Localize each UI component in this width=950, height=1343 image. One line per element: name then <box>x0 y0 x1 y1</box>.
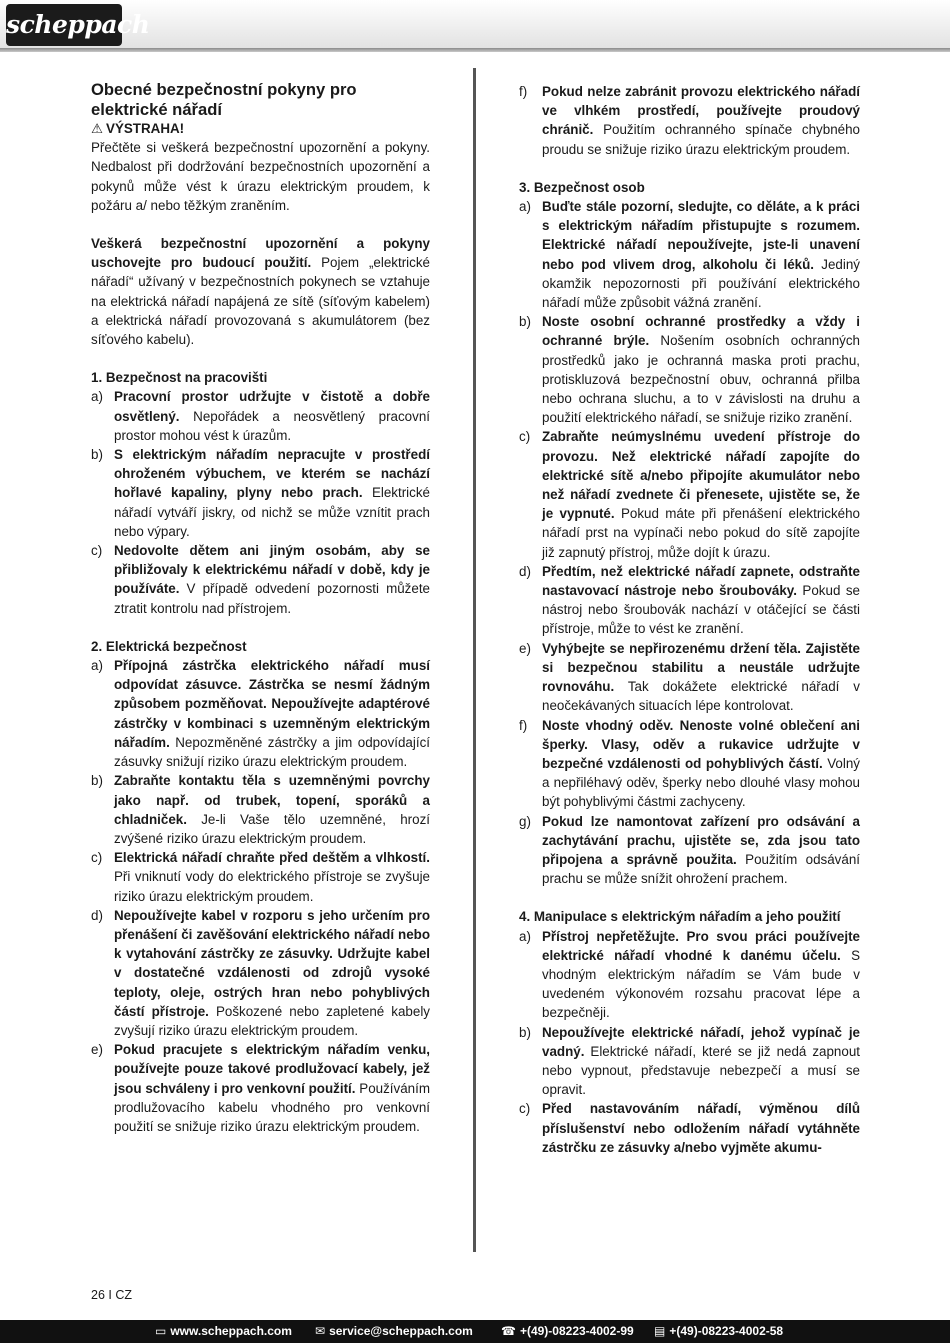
footer-phone-text: +(49)-08223-4002-99 <box>519 1324 634 1338</box>
list-item <box>91 906 430 1040</box>
item-text: Volný a nepřiléhavý oděv, šperky nebo dlouhé vlasy mohou být pohyblivými částmi zachyceny. <box>542 755 860 810</box>
item-marker: f) <box>519 717 528 733</box>
item-text: Poškozené nebo zapletené kabely zvyšují riziko úrazu elektrickým proudem. <box>114 1003 430 1038</box>
item-text: Elektrické nářadí vytváří jiskry, od nichž se může vznítit prach nebo výpary. <box>114 485 430 539</box>
item-marker: c) <box>91 850 103 866</box>
item-marker: d) <box>519 563 531 579</box>
item-marker: a) <box>91 389 103 405</box>
list-item <box>519 562 860 639</box>
list-item <box>91 656 430 771</box>
item-text: Použitím ochranného spínače chybného proudu se snižuje riziko úrazu elektrickým proudem. <box>542 122 860 157</box>
list-item <box>91 771 430 848</box>
item-bold-text: Buďte stále pozorní, sledujte, co děláte, a k práci s elektrickým nářadím přistupujte s rozumem. Elektrické nářadí nepoužívejte, jste-li unavení nebo pod vlivem drog, alkoholu či léků. <box>542 199 860 272</box>
section-list <box>519 927 860 1157</box>
item-marker: f) <box>519 84 528 99</box>
item-marker: d) <box>91 907 103 923</box>
column-divider <box>473 68 476 1252</box>
item-marker: a) <box>519 199 531 215</box>
item-marker: c) <box>91 543 103 559</box>
item-marker: e) <box>519 640 531 656</box>
section-list <box>91 656 430 1136</box>
list-item <box>91 1040 430 1136</box>
footer-web <box>155 1320 292 1343</box>
item-bold-text: Noste osobní ochranné prostředky a vždy i ochranné brýle. <box>542 314 860 349</box>
item-bold-text: Nepoužívejte kabel v rozporu s jeho určením pro přenášení či zavěšování elektrického nářadí nebo k vytahování zástrčky ze zásuvky. Udržujte kabel v dostatečné vzdálenosti od zdrojů vysoké teploty, oleje, ostrých hran nebo pohyblivých částí přístroje. <box>114 907 430 1019</box>
item-marker: e) <box>91 1042 103 1058</box>
list-item <box>519 1099 860 1157</box>
item-bold-text: Pokud lze namontovat zařízení pro odsávání a zachytávání prachu, ujistěte se, zda jsou tato připojena a správně použita. <box>542 813 860 867</box>
item-text: S vhodným elektrickým nářadím se Vám bude v uvedeném výkonovém rozsahu pracovat lépe a bezpečněji. <box>542 947 860 1021</box>
keep-instructions <box>91 234 430 349</box>
list-item <box>91 848 430 906</box>
fax-icon: ▤ <box>654 1324 666 1338</box>
item-text: Nošením osobních ochranných prostředků jako je ochranná maska proti prachu, protiskluzová bezpečnostní obuv, ochranná přilba nebo ochrana sluchu, a to v závislosti na druhu a použití elektrického nářadí, se snižuje riziko zranění. <box>542 333 861 426</box>
item-text: V případě odvedení pozornosti můžete ztratit kontrolu nad přístrojem. <box>114 581 430 616</box>
section-list <box>91 387 430 617</box>
section-list <box>519 197 860 888</box>
item-bold-text: Přístroj nepřetěžujte. Pro svou práci používejte elektrické nářadí vhodné k danému účelu. <box>542 928 860 963</box>
list-item <box>519 927 860 1023</box>
footer-fax <box>654 1320 783 1343</box>
section-title: 4. Manipulace s elektrickým nářadím a jeho použití <box>519 909 841 925</box>
item-text: Při vniknutí vody do elektrického přístroje se zvyšuje riziko úrazu elektrickým proudem. <box>114 869 430 904</box>
item-bold-text: Vyhýbejte se nepřirozenému držení těla. Zajistěte si bezpečnou stabilitu a neustále udržujte rovnováhu. <box>542 640 860 695</box>
warning-triangle-icon: ⚠ <box>91 121 104 136</box>
item-text: Elektrické nářadí, které se již nedá zapnout nebo vypnout, představuje nebezpečí a musí se opravit. <box>542 1043 860 1098</box>
warning-label: VÝSTRAHA! <box>106 121 185 136</box>
section-title: 2. Elektrická bezpečnost <box>91 638 247 654</box>
item-bold-text: Přípojná zástrčka elektrického nářadí musí odpovídat zásuvce. Zástrčka se nesmí žádným způsobem pozměňovat. Nepoužívejte adaptérové zástrčky v kombinaci s uzemněným elektrickým nářadím. <box>114 658 430 750</box>
list-item <box>519 812 860 889</box>
page-number: 26 I CZ <box>91 1288 132 1302</box>
section-title: 1. Bezpečnost na pracovišti <box>91 370 268 386</box>
footer-phone <box>501 1320 634 1343</box>
warning-text: Přečtěte si veškerá bezpečnostní upozornění a pokyny. Nedbalost při dodržování bezpečnostních upozornění a pokynů může vést k úrazu elektrickým proudem, k požáru a/ nebo těžkým zraněním. <box>91 140 430 213</box>
list-item <box>91 445 430 541</box>
header-divider <box>0 48 950 52</box>
item-marker: b) <box>519 314 531 330</box>
item-text: Jediný okamžik nepozornosti při používání elektrického nářadí může způsobit vážná zranění. <box>542 256 860 311</box>
list-item <box>519 1023 860 1100</box>
item-text: Nepozměněné zástrčky a jim odpovídající zásuvky snižují riziko úrazu elektrickým proudem. <box>114 734 430 770</box>
item-bold-text: Zabraňte neúmyslnému uvedení přístroje do provozu. Než elektrické nářadí zapojíte do elektrické sítě a/nebo připojíte akumulátor nebo než nářadí zvednete či přenesete, ujistěte se, že je vypnuté. <box>542 429 860 522</box>
item-bold-text: S elektrickým nářadím nepracujte v prostředí ohroženém výbuchem, ve kterém se nachází hořlavé kapaliny, plyny nebo prach. <box>114 447 430 501</box>
item-text: Použitím odsávání prachu se může snížit ohrožení prachem. <box>542 851 860 887</box>
list-item <box>519 639 860 716</box>
item-bold-text: Nedovolte dětem ani jiným osobám, aby se přibližovaly k elektrickému nářadí v době, kdy je používáte. <box>114 543 430 597</box>
footer-contact-bar <box>0 1320 950 1343</box>
list-item <box>519 82 860 159</box>
section-title: 3. Bezpečnost osob <box>519 179 645 195</box>
item-bold-text: Pokud nelze zabránit provozu elektrického nářadí ve vlhkém prostředí, používejte proudový chránič. <box>542 84 860 138</box>
warning-heading <box>91 119 430 138</box>
telephone-icon: ☎ <box>501 1324 516 1338</box>
footer-fax-text: +(49)-08223-4002-58 <box>669 1324 784 1338</box>
scheppach-logo: scheppach <box>6 4 122 46</box>
left-column <box>91 80 430 1136</box>
footer-email <box>315 1320 473 1343</box>
item-marker: c) <box>519 429 531 445</box>
keep-instructions-bold: Veškerá bezpečnostní upozornění a pokyny uschovejte pro budoucí použití. <box>91 236 430 271</box>
item-bold-text: Před nastavováním nářadí, výměnou dílů příslušenství nebo odložením nářadí vytáhněte zástrčku ze zásuvky a/nebo vyjměte akumu- <box>542 1101 860 1155</box>
item-marker: b) <box>91 773 103 789</box>
list-item <box>519 716 860 812</box>
item-text: Nepořádek a neosvětlený pracovní prostor mohou vést k úrazům. <box>114 408 430 443</box>
right-column <box>519 82 860 1157</box>
item-bold-text: Nepoužívejte elektrické nářadí, jehož vypínač je vadný. <box>542 1024 860 1059</box>
envelope-icon: ✉ <box>315 1324 326 1338</box>
keep-instructions-text: Pojem „elektrické nářadí“ užívaný v bezpečnostních pokynech se vztahuje na elektrická nářadí napájená ze sítě (síťovým kabelem) a elektrická nářadí provozovaná s akumulátorem (bez síťového kabelu). <box>91 255 430 348</box>
item-text: Tak dokážete elektrické nářadí v neočekávaných situacích lépe kontrolovat. <box>542 679 860 714</box>
item-bold-text: Elektrická nářadí chraňte před deštěm a vlhkostí. <box>114 850 430 866</box>
item-bold-text: Pokud pracujete s elektrickým nářadím venku, používejte pouze takové prodlužovací kabely, jež jsou schváleny i pro venkovní použití. <box>114 1042 430 1096</box>
item-marker: b) <box>91 447 103 463</box>
item-bold-text: Předtím, než elektrické nářadí zapnete, odstraňte nastavovací nástroje nebo šroubováky. <box>542 563 860 599</box>
item-marker: b) <box>519 1024 531 1040</box>
section-list <box>519 82 860 159</box>
list-item <box>91 387 430 445</box>
footer-email-text: service@scheppach.com <box>329 1324 473 1338</box>
item-marker: a) <box>91 658 103 674</box>
item-bold-text: Noste vhodný oděv. Nenoste volné oblečení ani šperky. Vlasy, oděv a rukavice udržujte v bezpečné vzdálenosti od pohyblivých částí. <box>542 717 860 771</box>
item-text: Používáním prodlužovacího kabelu vhodného pro venkovní použití se snižuje riziko úrazu elektrickým proudem. <box>114 1080 430 1134</box>
item-text: Je-li Vaše tělo uzemněné, hrozí zvýšené riziko úrazu elektrickým proudem. <box>114 811 430 846</box>
item-marker: c) <box>519 1101 531 1117</box>
item-text: Pokud máte při přenášení elektrického nářadí prst na vypínači nebo pokud do sítě zapojíte již zapnutý přístroj, může dojít k úrazu. <box>542 506 861 560</box>
list-item <box>519 197 860 312</box>
list-item <box>91 541 430 618</box>
item-bold-text: Zabraňte kontaktu těla s uzemněnými povrchy jako např. od trubek, topení, sporáků a chladniček. <box>114 773 430 827</box>
page-title: Obecné bezpečnostní pokyny pro elektrické nářadí <box>91 80 357 119</box>
list-item <box>519 312 860 427</box>
footer-web-text: www.scheppach.com <box>170 1324 292 1338</box>
item-bold-text: Pracovní prostor udržujte v čistotě a dobře osvětlený. <box>114 389 430 424</box>
monitor-icon: ▭ <box>155 1324 167 1338</box>
item-marker: g) <box>519 813 531 829</box>
item-text: Pokud se nástroj nebo šroubovák nachází v otáčející se části přístroje, může to vést ke zranění. <box>542 583 860 637</box>
list-item <box>519 427 860 561</box>
item-marker: a) <box>519 928 531 944</box>
